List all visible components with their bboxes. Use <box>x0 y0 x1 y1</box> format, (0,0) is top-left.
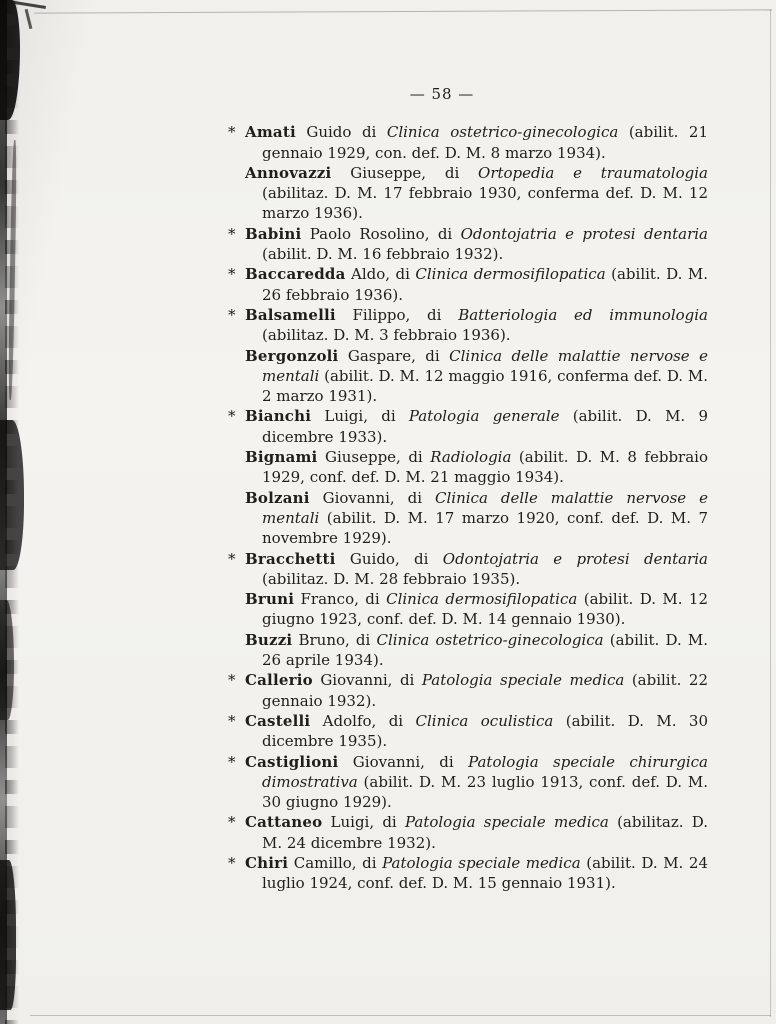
decree-details-text: (abilitaz. D. M. 17 febbraio 1930, conferma def. D. M. 12 marzo 1936). <box>262 184 708 223</box>
person-surname: Buzzi <box>245 630 293 649</box>
discipline-name: Clinica delle malattie nervose e mentali <box>262 488 708 527</box>
person-surname: Babini <box>245 224 302 243</box>
abilitation-star-marker: * <box>228 549 236 568</box>
list-entry <box>228 163 708 224</box>
list-entry <box>228 711 708 752</box>
given-name-text: Paolo Rosolino, di <box>301 224 461 243</box>
abilitation-star-marker: * <box>228 305 236 324</box>
discipline-name: Patologia speciale medica <box>404 813 609 832</box>
decree-details-text: (abilit. 21 gennaio 1929, con. def. D. M. 8 marzo 1934). <box>262 123 708 162</box>
binding-ink-blot <box>0 420 24 570</box>
decree-details-text: (abilit. D. M. 26 aprile 1934). <box>262 630 708 670</box>
abilitation-star-marker: * <box>228 813 236 832</box>
discipline-name: Odontojatria e protesi dentaria <box>460 224 708 243</box>
decree-details-text: (abilit. D. M. 23 luglio 1913, conf. def. D. M. 30 giugno 1929). <box>262 772 708 812</box>
discipline-name: Clinica oculistica <box>415 711 554 730</box>
abilitation-star-marker: * <box>228 224 236 243</box>
given-name-text: Filippo, di <box>335 305 459 324</box>
abilitation-star-marker: * <box>228 265 236 284</box>
person-surname: Balsamelli <box>245 305 336 324</box>
list-entry <box>228 812 708 853</box>
given-name-text: Giovanni, di <box>338 752 469 771</box>
scan-corner-mark <box>25 9 33 29</box>
list-entry <box>228 589 708 630</box>
discipline-name: Clinica dermosifilopatica <box>386 590 578 609</box>
person-surname: Castelli <box>245 711 311 730</box>
decree-details-text: (abilit. D. M. 8 febbraio 1929, conf. def. D. M. 21 maggio 1934). <box>262 448 708 487</box>
abilitation-star-marker: * <box>228 711 236 730</box>
given-name-text: Gaspare, di <box>338 346 450 365</box>
decree-details-text: (abilitaz. D. M. 28 febbraio 1935). <box>262 569 521 588</box>
given-name-text: Luigi, di <box>322 813 405 832</box>
list-entry <box>228 670 708 711</box>
person-surname: Cattaneo <box>245 813 323 832</box>
person-surname: Bergonzoli <box>245 346 339 365</box>
given-name-text: Bruno, di <box>292 630 377 649</box>
person-surname: Annovazzi <box>245 163 332 182</box>
list-entry <box>228 264 708 305</box>
decree-details-text: (abilit. D. M. 30 dicembre 1935). <box>262 711 708 751</box>
decree-details-text: (abilit. 22 gennaio 1932). <box>262 671 708 710</box>
decree-details-text: (abilit. D. M. 12 maggio 1916, conferma def. D. M. 2 marzo 1931). <box>262 366 708 406</box>
list-entry <box>228 630 708 671</box>
decree-details-text: (abilitaz. D. M. 3 febbraio 1936). <box>262 326 511 345</box>
list-entry <box>228 549 708 590</box>
decree-details-text: (abilit. D. M. 24 luglio 1924, conf. def. D. M. 15 gennaio 1931). <box>262 853 708 893</box>
page-edge-right <box>770 9 771 1017</box>
discipline-name: Patologia generale <box>408 407 560 426</box>
discipline-name: Clinica delle malattie nervose e mentali <box>262 346 708 385</box>
given-name-text: Giuseppe, di <box>317 448 431 467</box>
binding-ink-blot <box>0 860 16 1010</box>
decree-details-text: (abilit. D. M. 17 marzo 1920, conf. def. D. M. 7 novembre 1929). <box>262 508 708 548</box>
entries-list <box>228 122 708 893</box>
given-name-text: Giovanni, di <box>312 671 422 690</box>
page-number: — 58 — <box>409 85 475 103</box>
person-surname: Bianchi <box>245 407 312 426</box>
person-surname: Callerio <box>245 671 313 690</box>
decree-details-text: (abilit. D. M. 9 dicembre 1933). <box>262 407 708 446</box>
person-surname: Chiri <box>245 853 289 872</box>
list-entry <box>228 406 708 447</box>
discipline-name: Patologia speciale chirurgica dimostrativa <box>262 752 708 791</box>
discipline-name: Radiologia <box>430 448 512 467</box>
person-surname: Castiglioni <box>245 752 339 771</box>
decree-details-text: (abilit. D. M. 26 febbraio 1936). <box>262 265 709 304</box>
given-name-text: Guido di <box>295 123 387 142</box>
discipline-name: Patologia speciale medica <box>421 671 625 690</box>
list-entry <box>228 853 708 894</box>
list-entry <box>228 488 708 549</box>
person-surname: Bolzani <box>245 488 310 507</box>
list-entry <box>228 447 708 488</box>
given-name-text: Franco, di <box>294 590 387 609</box>
discipline-name: Patologia speciale medica <box>382 853 581 872</box>
abilitation-star-marker: * <box>228 407 236 426</box>
person-surname: Bruni <box>245 590 295 609</box>
person-surname: Baccaredda <box>245 265 346 284</box>
list-entry <box>228 122 708 163</box>
discipline-name: Clinica ostetrico-ginecologica <box>376 630 604 649</box>
decree-details-text: (abilit. D. M. 16 febbraio 1932). <box>262 245 504 264</box>
given-name-text: Aldo, di <box>345 265 416 284</box>
given-name-text: Camillo, di <box>288 853 383 872</box>
list-entry <box>228 752 708 813</box>
person-surname: Bignami <box>245 448 318 467</box>
decree-details-text: (abilitaz. D. M. 24 dicembre 1932). <box>262 813 709 852</box>
given-name-text: Giovanni, di <box>309 488 436 507</box>
decree-details-text: (abilit. D. M. 12 giugno 1923, conf. def. D. M. 14 gennaio 1930). <box>262 590 708 629</box>
abilitation-star-marker: * <box>228 853 236 872</box>
person-surname: Amati <box>245 123 296 142</box>
given-name-text: Luigi, di <box>311 407 409 426</box>
list-entry <box>228 305 708 346</box>
list-entry <box>228 224 708 265</box>
list-entry <box>228 346 708 407</box>
given-name-text: Adolfo, di <box>310 711 416 730</box>
discipline-name: Ortopedia e traumatologia <box>478 163 708 182</box>
discipline-name: Batteriologia ed immunologia <box>458 305 708 324</box>
abilitation-star-marker: * <box>228 123 236 142</box>
given-name-text: Guido, di <box>335 549 443 568</box>
text-block <box>228 84 708 894</box>
page-edge-top <box>34 9 772 13</box>
discipline-name: Clinica ostetrico-ginecologica <box>386 123 619 142</box>
discipline-name: Clinica dermosifilopatica <box>415 265 606 284</box>
abilitation-star-marker: * <box>228 671 236 690</box>
given-name-text: Giuseppe, di <box>331 163 479 182</box>
discipline-name: Odontojatria e protesi dentaria <box>442 549 708 568</box>
abilitation-star-marker: * <box>228 752 236 771</box>
person-surname: Bracchetti <box>245 549 336 568</box>
page-edge-bottom <box>30 1015 771 1016</box>
